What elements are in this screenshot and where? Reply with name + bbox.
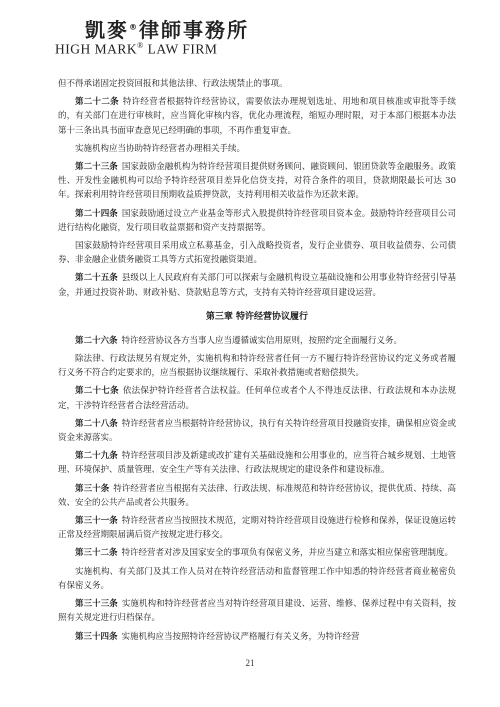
paragraph (58, 95, 456, 138)
article-number: 第三十条 (75, 483, 110, 494)
paragraph-text: 实施机构应当按照特许经营协议严格履行有关义务，为特许经营 (121, 631, 360, 642)
chapter-title: 第三章 特许经营协议履行 (205, 311, 309, 322)
paragraph-text: 实施机构应当协助特许经营者办理相关手续。 (75, 143, 246, 154)
article-number: 第二十四条 (75, 208, 118, 219)
article-number: 第三十四条 (75, 631, 118, 642)
paragraph (58, 352, 456, 380)
paragraph (58, 514, 456, 542)
paragraph (58, 77, 456, 91)
article-number: 第三十一条 (75, 516, 118, 527)
paragraph-text: 除法律、行政法规另有规定外，实施机构和特许经营者任何一方不履行特许经营协议约定义务或者履行义务不符合约定要求的，应当根据协议继续履行、采取补救措施或者赔偿损失。 (58, 354, 456, 379)
paragraph (58, 142, 456, 156)
paragraph-text: 国家鼓励金融机构为特许经营项目提供财务顾问、融资顾问、银团贷款等金融服务。政策性、开发性金融机构可以给予特许经营项目差异化信贷支持，对符合条件的项目，贷款期限最长可达 30 年。探索利用特许经营项目预期收益质押贷款，支持利用相关收益作为还款来源。 (58, 162, 456, 201)
paragraph-text: 国家鼓励通过设立产业基金等形式入股提供特许经营项目资本金。鼓励特许经营项目公司进行结构化融资，发行项目收益票据和资产支持票据等。 (58, 208, 456, 233)
logo-cn-part1: 凱麥 (85, 18, 129, 42)
article-number: 第三十三条 (75, 599, 118, 610)
paragraph (58, 546, 456, 560)
paragraph-text: 实施机构、有关部门及其工作人员对在特许经营活动和监督管理工作中知悉的特许经营者商业秘密负有保密义务。 (58, 566, 456, 591)
paragraph-text: 特许经营者根据特许经营协议，需要依法办理规划选址、用地和项目核准或审批等手续的，有关部门在进行审核时，应当简化审核内容，优化办理流程，缩短办理时限，对于本部门根据本办法第十三条出具书面审查意见已经明确的事项，不再作重复审查。 (58, 97, 456, 136)
logo-english (55, 41, 217, 58)
paragraph-text: 国家鼓励特许经营项目采用成立私募基金，引入战略投资者，发行企业债券、项目收益债券、公司债券、非金融企业债务融资工具等方式拓宽投融资渠道。 (58, 241, 456, 266)
paragraph-text: 但不得承诺固定投资回报和其他法律、行政法规禁止的事项。 (58, 79, 288, 89)
paragraph (58, 384, 456, 412)
article-number: 第二十二条 (75, 97, 119, 108)
paragraph-text: 特许经营项目涉及新建或改扩建有关基础设施和公用事业的，应当符合城乡规划、土地管理、环境保护、质量管理、安全生产等有关法律、行政法规规定的建设条件和建设标准。 (58, 451, 456, 476)
paragraph-text: 特许经营协议各方当事人应当遵循诚实信用原则，按照约定全面履行义务。 (121, 335, 403, 346)
paragraph-text: 实施机构和特许经营者应当对特许经营项目建设、运营、维修、保养过程中有关资料，按照有关规定进行归档保存。 (58, 599, 456, 624)
paragraph (58, 207, 456, 235)
section-chapter2-end (58, 77, 456, 300)
paragraph (58, 482, 456, 510)
paragraph-text: 特许经营者应当根据特许经营协议，执行有关特许经营项目投融资安排，确保相应资金或资金来源落实。 (58, 418, 456, 444)
logo-en-right: LAW FIRM (147, 41, 218, 57)
firm-logo (55, 14, 315, 64)
paragraph-text: 特许经营者对涉及国家安全的事项负有保密义务，并应当建立和落实相应保密管理制度。 (121, 548, 454, 559)
page-number: 21 (245, 658, 255, 668)
paragraph-text: 县级以上人民政府有关部门可以探索与金融机构设立基础设施和公用事业特许经营引导基金，并通过投资补助、财政补贴、贷款贴息等方式，支持有关特许经营项目建设运营。 (58, 273, 456, 298)
paragraph (58, 239, 456, 267)
paragraph (58, 160, 456, 203)
paragraph (58, 417, 456, 445)
article-number: 第二十七条 (75, 386, 119, 397)
registered-mark-en: ® (137, 41, 144, 50)
paragraph-text: 特许经营者应当根据有关法律、行政法规、标准规范和特许经营协议，提供优质、持续、高效、安全的公共产品或者公共服务。 (58, 483, 456, 508)
article-number: 第二十六条 (75, 335, 118, 346)
paragraph (58, 334, 456, 348)
article-number: 第二十三条 (75, 162, 118, 173)
paragraph (58, 597, 456, 625)
article-number: 第二十五条 (75, 273, 118, 284)
logo-chinese (85, 14, 249, 43)
paragraph (58, 630, 456, 644)
logo-en-left: HIGH MARK (55, 41, 138, 57)
logo-cn-part2: 律師事務所 (139, 18, 249, 42)
document-body (58, 77, 456, 648)
section-chapter3 (58, 334, 456, 644)
paragraph (58, 271, 456, 299)
article-number: 第二十九条 (75, 451, 118, 462)
article-number: 第二十八条 (75, 418, 118, 429)
article-number: 第三十二条 (75, 548, 118, 559)
registered-mark: ® (129, 22, 139, 32)
paragraph (58, 565, 456, 593)
paragraph-text: 依法保护特许经营者合法权益。任何单位或者个人不得违反法律、行政法规和本办法规定，干涉特许经营者合法经营活动。 (58, 386, 456, 411)
paragraph-text: 特许经营者应当按照技术规范，定期对特许经营项目设施进行检修和保养，保证设施运转正常及经营期限届满后资产按规定进行移交。 (58, 516, 456, 541)
paragraph (58, 449, 456, 477)
